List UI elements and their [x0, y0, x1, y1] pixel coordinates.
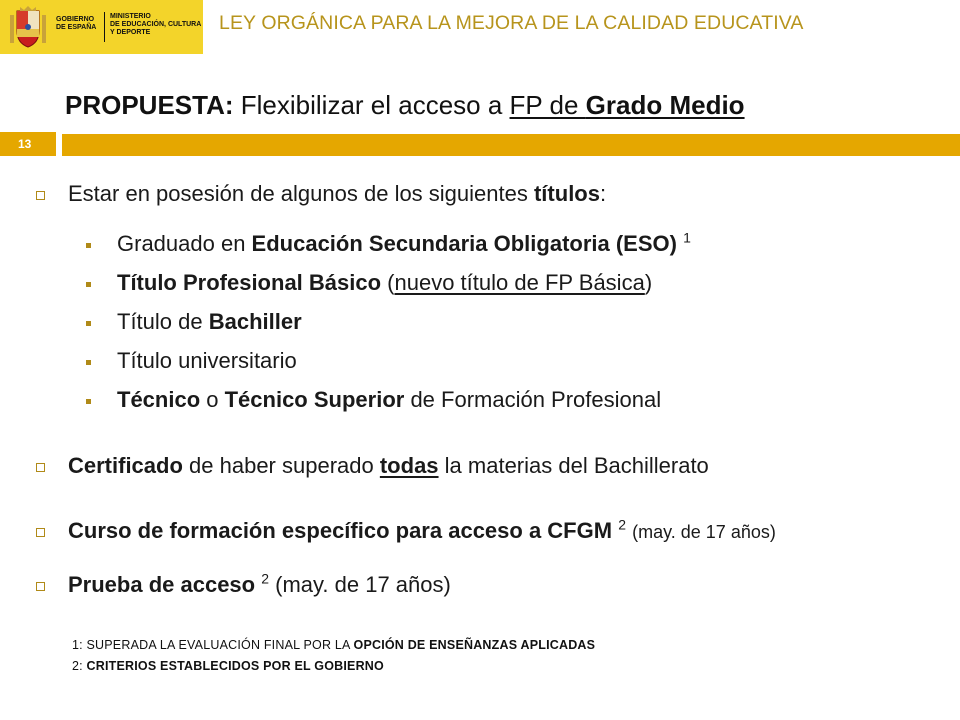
ministry-text [110, 13, 201, 37]
bullet-suffix: (may. de 17 años) [269, 572, 451, 597]
footnote-bold: CRITERIOS ESTABLECIDOS POR EL GOBIERNO [86, 659, 384, 673]
ministry-line3: Y DEPORTE [110, 29, 151, 36]
small-square-bullet-icon [86, 243, 91, 248]
government-logo-text [56, 16, 96, 32]
sub-bold: Educación Secundaria Obligatoria (ESO) [251, 231, 677, 256]
small-square-bullet-icon [86, 399, 91, 404]
logo-divider [104, 12, 105, 42]
title-underlined: FP de [509, 90, 586, 120]
slide-number-box [0, 132, 56, 156]
footnote-2 [72, 659, 384, 673]
sub-bold: Bachiller [208, 309, 302, 334]
gov-logo-line2: DE ESPAÑA [56, 24, 97, 31]
ministry-line2: DE EDUCACIÓN, CULTURA [110, 21, 202, 28]
footnote-text: 1: SUPERADA LA EVALUACIÓN FINAL POR LA [72, 638, 354, 652]
title-bar [62, 134, 960, 156]
bullet-bold: Curso de formación específico para acceso a CFGM [68, 518, 613, 543]
header-title: LEY ORGÁNICA PARA LA MEJORA DE LA CALIDAD EDUCATIVA [219, 12, 804, 34]
small-square-bullet-icon [86, 282, 91, 287]
square-bullet-icon [36, 191, 45, 200]
sub-bold-1: Técnico [117, 387, 201, 412]
bullet-underlined: todas [379, 453, 439, 478]
bullet-bold: Certificado [68, 453, 183, 478]
bullet-text: de haber superado [182, 453, 380, 478]
sub-sup: 1 [683, 229, 691, 246]
sub-post: de Formación Profesional [404, 387, 662, 412]
bullet-sup: 2 [618, 516, 626, 533]
title-bold: PROPUESTA: [65, 90, 234, 120]
small-square-bullet-icon [86, 321, 91, 326]
bullet-suffix: la materias del Bachillerato [438, 453, 709, 478]
sub-open: ( [381, 270, 395, 295]
ministry-line1: MINISTERIO [110, 13, 151, 20]
sub-text: Graduado en [117, 231, 252, 256]
coat-of-arms-icon [8, 5, 48, 49]
slide-number: 13 [18, 137, 32, 151]
title-underlined-bold: Grado Medio [585, 90, 745, 120]
slide-title [65, 90, 745, 121]
title-plain: Flexibilizar el acceso a [233, 90, 510, 120]
bullet-text: Estar en posesión de algunos de los siguientes [68, 181, 534, 206]
footnote-bold: OPCIÓN DE ENSEÑANZAS APLICADAS [353, 638, 596, 652]
sub-text: Título de [117, 309, 209, 334]
sub-text: Título universitario [117, 348, 297, 373]
footnote-1 [72, 638, 595, 652]
sub-mid: o [200, 387, 225, 412]
square-bullet-icon [36, 463, 45, 472]
square-bullet-icon [36, 528, 45, 537]
bullet-small: (may. de 17 años) [632, 522, 776, 542]
sub-bold: Título Profesional Básico [117, 270, 382, 295]
gov-logo-line1: GOBIERNO [56, 16, 95, 23]
sub-close: ) [644, 270, 653, 295]
bullet-sup: 2 [261, 570, 270, 587]
government-logo [0, 0, 203, 54]
small-square-bullet-icon [86, 360, 91, 365]
bullet-bold: títulos [533, 181, 600, 206]
sub-underlined: nuevo título de FP Básica [394, 270, 645, 295]
square-bullet-icon [36, 582, 45, 591]
bullet-suffix: : [599, 181, 607, 206]
sub-bold-2: Técnico Superior [224, 387, 405, 412]
footnote-text: 2: [72, 659, 87, 673]
bullet-bold: Prueba de acceso [68, 572, 256, 597]
